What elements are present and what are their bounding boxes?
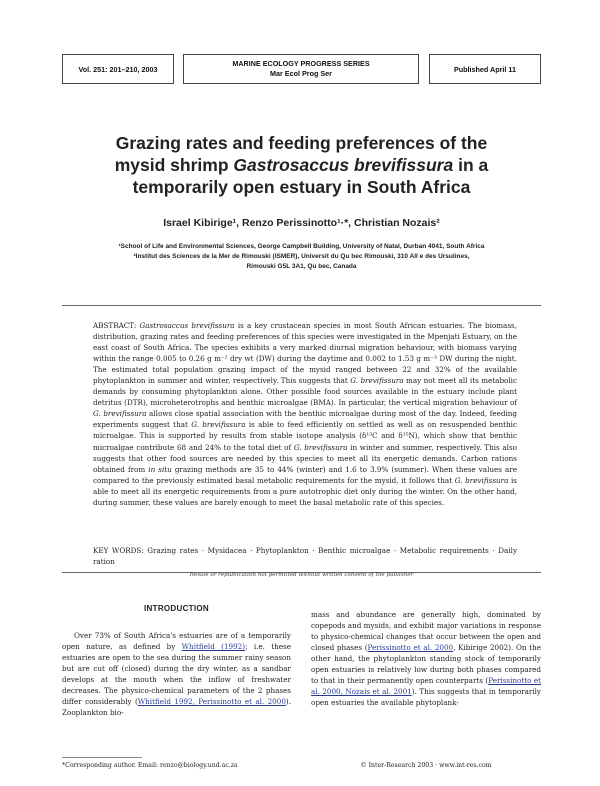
volume-text: Vol. 251: 201–210, 2003 bbox=[78, 64, 158, 74]
corresponding-author-footnote: *Corresponding author. Email: renzo@biology.und.ac.za bbox=[62, 762, 238, 769]
journal-box bbox=[183, 54, 419, 84]
journal-abbrev: Mar Ecol Prog Ser bbox=[270, 69, 332, 78]
citation-link[interactable]: Perissinotto et al. 2000, Nozais et al. 2001 bbox=[311, 676, 541, 697]
citation-link[interactable]: Whitfield (1992) bbox=[181, 642, 246, 652]
published-box bbox=[429, 54, 541, 84]
affiliation-1: ¹School of Life and Environmental Sciences, George Campbell Building, University of Natal, Durban 4041, South Africa bbox=[118, 243, 485, 250]
paper-title bbox=[62, 132, 541, 198]
published-date: Published April 11 bbox=[453, 64, 517, 74]
author-list: Israel Kibirige¹, Renzo Perissinotto¹·*, Christian Nozais² bbox=[163, 217, 440, 229]
footnote-rule bbox=[62, 757, 142, 758]
title-line-3: temporarily open estuary in South Africa bbox=[132, 177, 471, 197]
title-line-1: Grazing rates and feeding preferences of the bbox=[115, 133, 488, 153]
title-line-2: mysid shrimp Gastrosaccus brevifissura in a bbox=[114, 155, 489, 175]
journal-name: MARINE ECOLOGY PROGRESS SERIES bbox=[232, 59, 370, 68]
resale-notice: Resale or republication not permitted without written consent of the publisher bbox=[189, 572, 414, 578]
volume-box bbox=[62, 54, 174, 84]
citation-link[interactable]: Whitfield 1992, Perissinotto et al. 2000 bbox=[137, 697, 286, 707]
abstract-text: ABSTRACT: Gastrosaccus brevifissura is a key crustacean species in most South African estuaries. The biomass, distribution, grazing rates and feeding preferences of this species were investigated in the Mpenjati Estuary, on the east coast of South Africa. The species exhibits a very marked diurnal migration behaviour, with biomass varying within the range 0.005 to 0.26 g m⁻² dry wt (DW) during the daytime and 0.002 to 1.53 g m⁻³ DW during the night. The estimated total population grazing impact of the mysid ranged between 22 and 32% of the available phytoplankton in summer and winter, respectively. This suggests that G. brevifissura may not meet all its metabolic demands by consuming phytoplankton alone. Other possible food sources available in the estuary include plant detritus (DTR), microheterotrophs and benthic microalgae (BMA). In particular, the vertical migration behaviour of G. brevifissura allows close spatial association with the benthic microalgae during most of the day. Indeed, feeding experiments suggest that G. brevifissura is able to feed efficiently on settled as well as on resuspended benthic microalgae. This is supported by results from stable isotope analysis (δ¹³C and δ¹⁵N), which show that benthic microalgae contribute 68 and 24% to the total diet of G. brevifissura in winter and summer, respectively. This also suggests that other food sources are needed by this species to meet all its energetic demands. Carbon rations obtained from in situ grazing methods are 35 to 44% (winter) and 1.6 to 3.9% (summer). When these values are compared to the previously estimated basal metabolic requirements for the mysid, it follows that G. brevifissura is able to meet all its energetic requirements from a pure autotrophic diet only during the winter. On the other hand, during summer, these values are barely enough to meet the basal metabolic rate of this species. bbox=[93, 321, 517, 507]
body-column-right: mass and abundance are generally high, dominated by copepods and mysids, and exhibit major variations in response to physico-chemical changes that occur between the open and closed phases (Perissinotto et al. 2000, Kibirige 2002). On the other hand, the phytoplankton standing stock of temporarily open estuaries is relatively low during both phases compared to that in their permanently open counterparts (Perissinotto et al. 2000, Nozais et al. 2001). This suggests that in temporarily open estuaries the available phytoplank- bbox=[311, 610, 541, 708]
body-column-left: Over 73% of South Africa's estuaries are of a temporarily open nature, as defined by Whitfield (1992); i.e. these estuaries are open to the sea during the summer rainy season but are cut off (closed) during the dry winter, as a sandbar develops at the mouth when the inflow of freshwater decreases. The physico-chemical parameters of the 2 phases differ considerably (Whitfield 1992, Perissinotto et al. 2000). Zooplankton bio- bbox=[62, 631, 291, 718]
copyright-notice: © Inter-Research 2003 · www.int-res.com bbox=[360, 762, 492, 769]
affiliation-2: ²Institut des Sciences de la Mer de Rimouski (ISMER), Universit du Qu bec Rimouski, 310 All e des Ursulines, bbox=[133, 253, 470, 260]
section-heading-introduction: INTRODUCTION bbox=[144, 604, 209, 613]
affiliation-3: Rimouski G5L 3A1, Qu bec, Canada bbox=[246, 263, 357, 270]
citation-link[interactable]: Perissinotto et al. 2000 bbox=[367, 643, 454, 653]
species-name: Gastrosaccus brevifissura bbox=[233, 155, 454, 175]
affiliations bbox=[70, 242, 533, 272]
keywords: KEY WORDS: Grazing rates · Mysidacea · Phytoplankton · Benthic microalgae · Metabolic requirements · Daily ration bbox=[93, 546, 517, 566]
